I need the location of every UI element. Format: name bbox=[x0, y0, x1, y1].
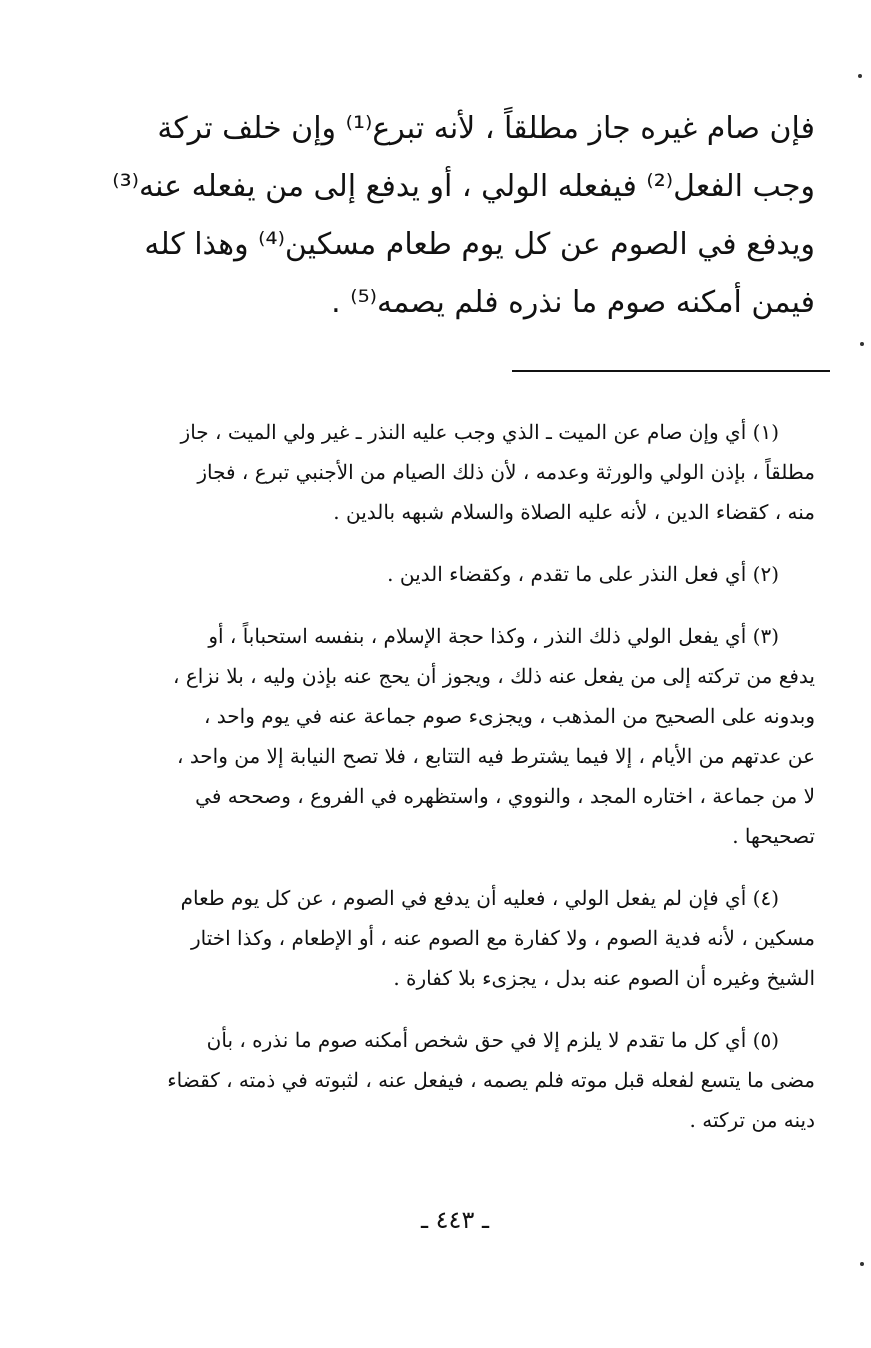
footnote-line: (٥) أي كل ما تقدم لا يلزم إلا في حق شخص أمكنه صوم ما نذره ، بأن bbox=[206, 1028, 779, 1052]
footnote-line: عن عدتهم من الأيام ، إلا فيما يشترط فيه التتابع ، فلا تصح النيابة إلا من واحد ، bbox=[177, 744, 815, 768]
main-text-line: ويدفع في الصوم عن كل يوم طعام مسكين⁽⁴⁾ وهذا كله bbox=[144, 227, 815, 262]
footnote-line: الشيخ وغيره أن الصوم عنه بدل ، يجزىء بلا كفارة . bbox=[393, 966, 815, 990]
footnote-line: مضى ما يتسع لفعله قبل موته فلم يصمه ، فيفعل عنه ، لثبوته في ذمته ، كقضاء bbox=[167, 1068, 815, 1092]
scan-speck bbox=[858, 74, 862, 78]
page-number: ـ ٤٤٣ ـ bbox=[420, 1206, 489, 1234]
scan-speck bbox=[860, 342, 864, 346]
footnote-line: لا من جماعة ، اختاره المجد ، والنووي ، واستظهره في الفروع ، وصححه في bbox=[195, 784, 815, 808]
footnote-line: (١) أي وإن صام عن الميت ـ الذي وجب عليه النذر ـ غير ولي الميت ، جاز bbox=[180, 420, 779, 444]
footnote-line: منه ، كقضاء الدين ، لأنه عليه الصلاة والسلام شبهه بالدين . bbox=[333, 500, 815, 524]
footnote-line: تصحيحها . bbox=[732, 824, 815, 848]
main-text-line: وجب الفعل⁽²⁾ فيفعله الولي ، أو يدفع إلى من يفعله عنه⁽³⁾ bbox=[112, 169, 815, 204]
main-text-block bbox=[100, 100, 815, 332]
main-text-line: فإن صام غيره جاز مطلقاً ، لأنه تبرع⁽¹⁾ وإن خلف تركة bbox=[157, 111, 815, 146]
footnote-separator-rule bbox=[512, 370, 830, 372]
footnote-line: دينه من تركته . bbox=[689, 1108, 815, 1132]
footnote-line: يدفع من تركته إلى من يفعل عنه ذلك ، ويجوز أن يحج عنه بإذن وليه ، بلا نزاع ، bbox=[173, 664, 815, 688]
footnote-line: مسكين ، لأنه فدية الصوم ، ولا كفارة مع الصوم عنه ، أو الإطعام ، وكذا اختار bbox=[190, 926, 815, 950]
footnote-5 bbox=[100, 1020, 815, 1140]
footnote-line: وبدونه على الصحيح من المذهب ، ويجزىء صوم جماعة عنه في يوم واحد ، bbox=[203, 704, 815, 728]
main-text-line: فيمن أمكنه صوم ما نذره فلم يصمه⁽⁵⁾ . bbox=[331, 285, 815, 320]
scan-speck bbox=[860, 1262, 864, 1266]
footnote-1 bbox=[100, 412, 815, 532]
footnote-line: (٤) أي فإن لم يفعل الولي ، فعليه أن يدفع في الصوم ، عن كل يوم طعام bbox=[180, 886, 779, 910]
footnote-line: مطلقاً ، بإذن الولي والورثة وعدمه ، لأن ذلك الصيام من الأجنبي تبرع ، فجاز bbox=[197, 460, 815, 484]
footnote-3 bbox=[100, 616, 815, 856]
footnote-2 bbox=[100, 554, 815, 594]
footnote-line: (٣) أي يفعل الولي ذلك النذر ، وكذا حجة الإسلام ، بنفسه استحباباً ، أو bbox=[208, 624, 779, 648]
footnote-4 bbox=[100, 878, 815, 998]
footnotes-section bbox=[100, 412, 815, 1162]
footnote-line: (٢) أي فعل النذر على ما تقدم ، وكقضاء الدين . bbox=[387, 562, 779, 586]
